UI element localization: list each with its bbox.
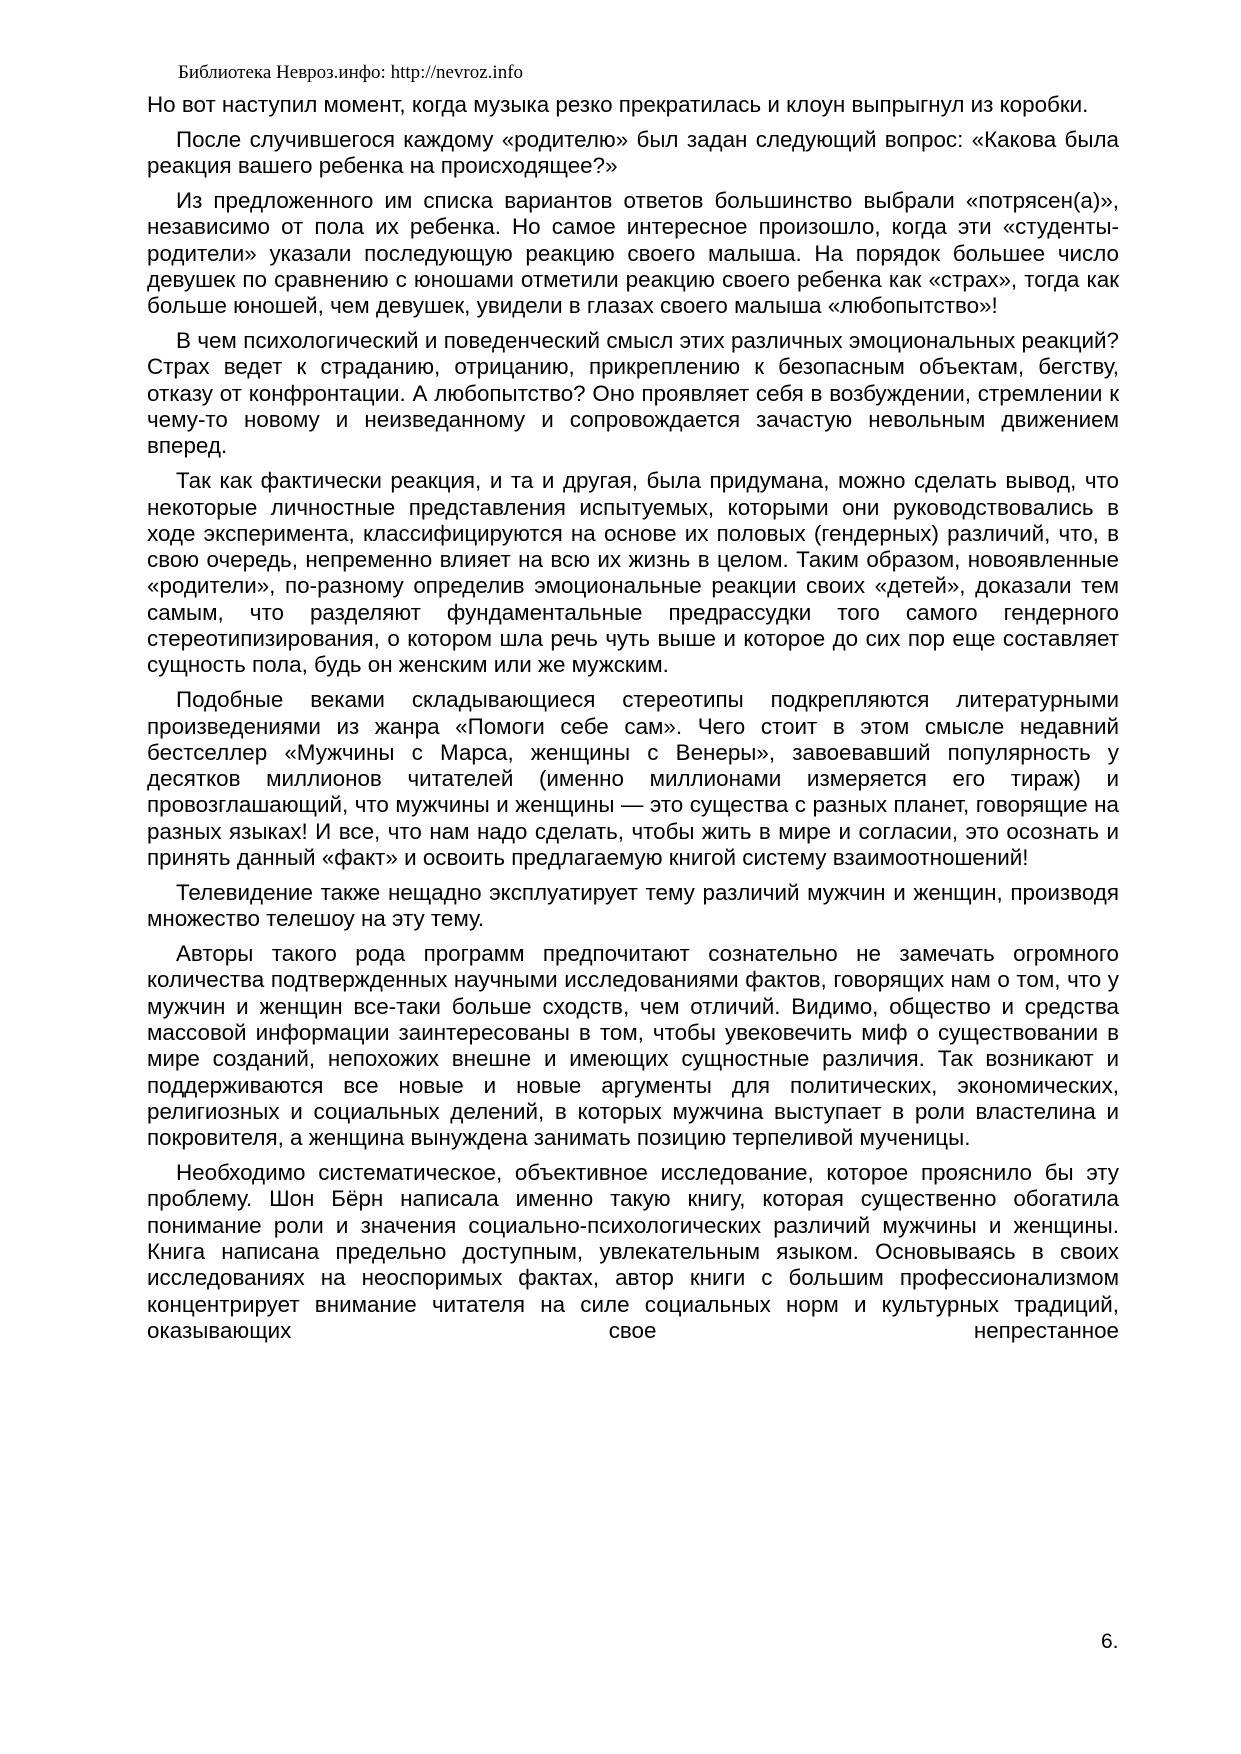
paragraph: Так как фактически реакция, и та и другая, была придумана, можно сделать вывод, что некоторые личностные представления испытуемых, которыми они руководствовались в ходе эксперимента, классифицируются на основе их половых (гендерных) различий, что, в свою очередь, непременно влияет на всю их жизнь в целом. Таким образом, новоявленные «родители», по-разному определив эмоциональные реакции своих «детей», доказали тем самым, что разделяют фундаментальные предрассудки того самого гендерного стереотипизирования, о котором шла речь чуть выше и которое до сих пор еще составляет сущность пола, будь он женским или же мужским. xyxy=(147,468,1119,678)
paragraph: Авторы такого рода программ предпочитают сознательно не замечать огромного количества подтвержденных научными исследованиями фактов, говорящих нам о том, что у мужчин и женщин все-таки больше сходств, чем отличий. Видимо, общество и средства массовой информации заинтересованы в том, чтобы увековечить миф о существовании в мире созданий, непохожих внешне и имеющих сущностные различия. Так возникают и поддерживаются все новые и новые аргументы для политических, экономических, религиозных и социальных делений, в которых мужчина выступает в роли властелина и покровителя, а женщина вынуждена занимать позицию терпеливой мученицы. xyxy=(147,941,1119,1151)
paragraph-last: Необходимо систематическое, объективное исследование, которое прояснило бы эту проблему. Шон Бёрн написала именно такую книгу, которая существенно обогатила понимание роли и значения социально-психологических различий мужчины и женщины. Книга написана предельно доступным, увлекательным языком. Основываясь в своих исследованиях на неоспоримых фактах, автор книги с большим профессионализмом концентрирует внимание читателя на силе социальных норм и культурных традиций, оказывающих свое непрестанное xyxy=(147,1160,1119,1343)
paragraph: После случившегося каждому «родителю» был задан следующий вопрос: «Какова была реакция вашего ребенка на происходящее?» xyxy=(147,126,1119,179)
paragraph-continued: Но вот наступил момент, когда музыка резко прекратилась и клоун выпрыгнул из коробки. xyxy=(147,92,1089,117)
paragraph: В чем психологический и поведенческий смысл этих различных эмоциональных реакций? Страх ведет к страданию, отрицанию, прикреплению к безопасным объектам, бегству, отказу от конфронтации. А любопытство? Оно проявляет себя в возбуждении, стремлении к чему-то новому и неизведанному и сопровождается зачастую невольным движением вперед. xyxy=(147,328,1119,459)
running-header: Библиотека Невроз.инфо: http://nevroz.info xyxy=(178,62,524,83)
paragraph: Подобные веками складывающиеся стереотипы подкрепляются литературными произведениями из жанра «Помоги себе сам». Чего стоит в этом смысле недавний бестселлер «Мужчины с Марса, женщины с Венеры», завоевавший популярность у десятков миллионов читателей (именно миллионами измеряется его тираж) и провозглашающий, что мужчины и женщины — это существа с разных планет, говорящие на разных языках! И все, что нам надо сделать, чтобы жить в мире и согласии, это осознать и принять данный «факт» и освоить предлагаемую книгой систему взаимоотношений! xyxy=(147,687,1119,870)
page-number: 6. xyxy=(1101,1630,1119,1653)
document-body xyxy=(147,92,1119,1353)
paragraph: Телевидение также нещадно эксплуатирует тему различий мужчин и женщин, производя множество телешоу на эту тему. xyxy=(147,879,1119,932)
paragraph: Из предложенного им списка вариантов ответов большинство выбрали «потрясен(а)», независимо от пола их ребенка. Но самое интересное произошло, когда эти «студенты-родители» указали последующую реакцию своего малыша. На порядок большее число девушек по сравнению с юношами отметили реакцию своего ребенка как «страх», тогда как больше юношей, чем девушек, увидели в глазах своего малыша «любопытство»! xyxy=(147,188,1119,319)
